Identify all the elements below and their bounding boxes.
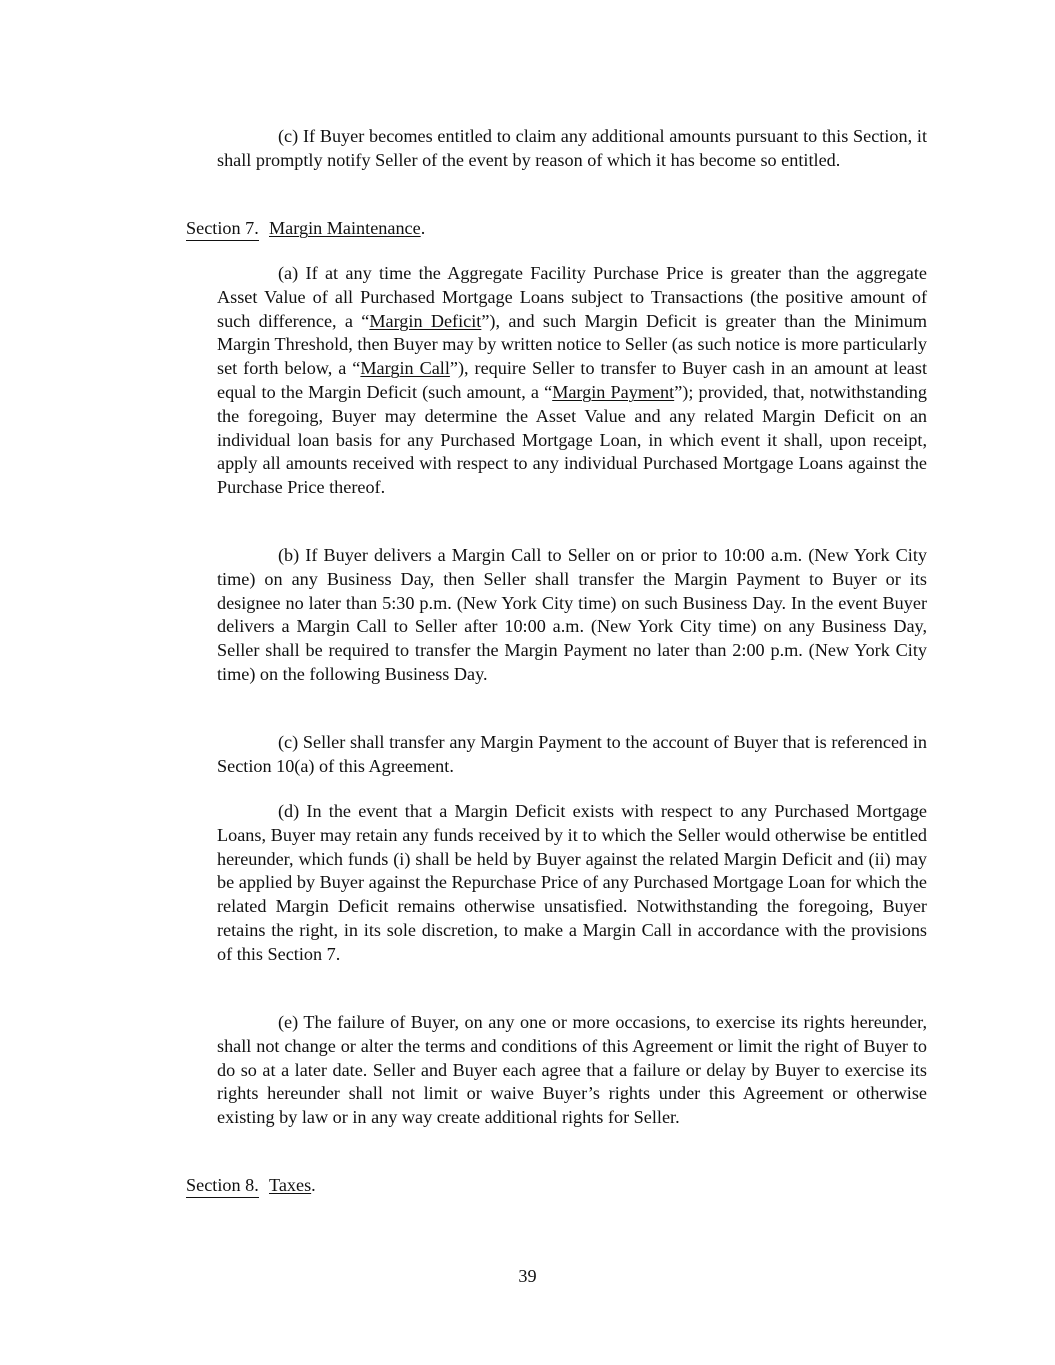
paragraph-7c: (c) Seller shall transfer any Margin Payment to the account of Buyer that is referenced in Section 10(a) of this Agreement.	[217, 732, 927, 776]
paragraph-7d: (d) In the event that a Margin Deficit exists with respect to any Purchased Mortgage Loans, Buyer may retain any funds received by it to which the Seller would otherwise be entitled hereunder, which funds (i) shall be held by Buyer against the related Margin Deficit and (ii) may be applied by Buyer against the Repurchase Price of any Purchased Mortgage Loan for which the related Margin Deficit remains otherwise unsatisfied. Notwithstanding the foregoing, Buyer retains the right, in its sole discretion, to make a Margin Call in accordance with the provisions of this Section 7.	[217, 801, 927, 964]
paragraph-7e: (e) The failure of Buyer, on any one or more occasions, to exercise its rights hereunder, shall not change or alter the terms and conditions of this Agreement or limit the right of Buyer to do so at a later date. Seller and Buyer each agree that a failure or delay by Buyer to exercise its rights hereunder shall not limit or waive Buyer’s rights under this Agreement or otherwise existing by law or in any way create additional rights for Seller.	[217, 1012, 927, 1128]
section-7-period: .	[420, 218, 426, 238]
section-8-title: Taxes	[269, 1175, 312, 1195]
paragraph-7b: (b) If Buyer delivers a Margin Call to Seller on or prior to 10:00 a.m. (New York City time) on any Business Day, then Seller shall transfer the Margin Payment to Buyer or its designee no later than 5:30 p.m. (New York City time) on such Business Day. In the event Buyer delivers a Margin Call to Seller after 10:00 a.m. (New York City time) on any Business Day, Seller shall be required to transfer the Margin Payment no later than 2:00 p.m. (New York City time) on the following Business Day.	[217, 545, 927, 684]
section-7-title: Margin Maintenance	[269, 218, 421, 238]
section-8-period: .	[311, 1175, 316, 1195]
paragraph-6c: (c) If Buyer becomes entitled to claim any additional amounts pursuant to this Section, it shall promptly notify Seller of the event by reason of which it has become so entitled.	[217, 126, 927, 170]
page-number: 39	[518, 1266, 537, 1286]
term-margin-deficit: Margin Deficit	[369, 310, 482, 331]
section-7-number: Section 7.	[186, 217, 269, 241]
paragraph-7a: (a) If at any time the Aggregate Facility Purchase Price is greater than the aggregate Asset Value of all Purchased Mortgage Loans subject to Transactions (the positive amount of such difference, a “Margin Deficit”), and such Margin Deficit is greater than the Minimum Margin Threshold, then Buyer may by written notice to Seller (as such notice is more particularly set forth below, a “Margin Call”), require Seller to transfer to Buyer cash in an amount at least equal to the Margin Deficit (such amount, a “Margin Payment”); provided, that, notwithstanding the foregoing, Buyer may determine the Asset Value and any related Margin Deficit on an individual loan basis for any Purchased Mortgage Loan, in which event it shall, upon receipt, apply all amounts received with respect to any individual Purchased Mortgage Loans against the Purchase Price thereof.	[217, 263, 928, 498]
term-margin-call: Margin Call	[360, 358, 450, 379]
section-8-heading	[186, 1174, 316, 1198]
section-8-number: Section 8.	[186, 1174, 269, 1198]
term-margin-payment: Margin Payment	[552, 381, 675, 402]
section-7-heading	[186, 217, 425, 241]
